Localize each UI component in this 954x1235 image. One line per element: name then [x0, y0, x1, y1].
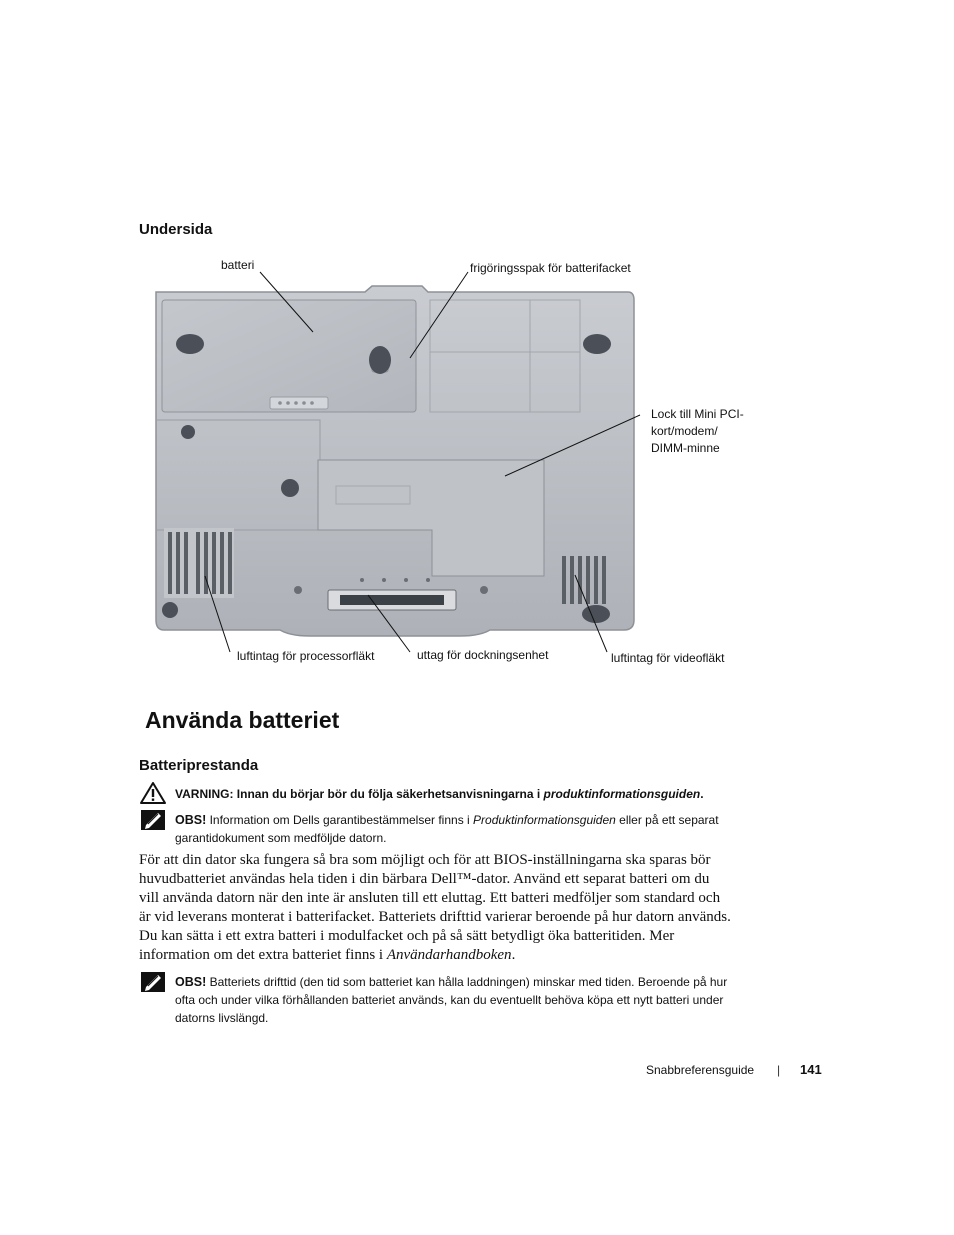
note1-line2: garantidokument som medföljde datorn.: [175, 831, 387, 845]
warning-text: [175, 785, 704, 803]
note1-text-b: eller på ett separat: [619, 813, 719, 827]
note1-text: [175, 811, 719, 847]
warning-label: VARNING:: [175, 787, 234, 801]
callout-battery: batteri: [221, 258, 255, 272]
paragraph-line: vill använda datorn när den inte är ansluten till ett eluttag. Ett batteri medföljer som standard och: [139, 890, 721, 906]
warning-triangle-icon: [139, 781, 167, 805]
section-heading-underside: Undersida: [139, 221, 213, 238]
callout-mini-pci-line3: DIMM-minne: [651, 441, 720, 455]
note1-line1: [175, 811, 719, 829]
note-pencil-icon: [141, 810, 165, 830]
paragraph-line: är vid leverans monterat i batterifacket. Batteriets drifttid varierar beroende på hur datorn används.: [139, 909, 731, 925]
footer-guide-name: Snabbreferensguide: [646, 1063, 755, 1077]
paragraph-last-italic: Användarhandboken: [386, 947, 512, 963]
paragraph-line: För att din dator ska fungera så bra som möjligt och för att BIOS-inställningarna ska sparas bör: [139, 852, 711, 868]
note2-line1-text: Batteriets drifttid (den tid som batteriet kan hålla laddningen) minskar med tiden. Beroende på hur: [209, 975, 728, 989]
note1-label: OBS!: [175, 813, 207, 827]
callout-cpu-fan: luftintag för processorfläkt: [237, 649, 375, 663]
note-pencil-icon: [141, 972, 165, 992]
callout-video-fan: luftintag för videofläkt: [611, 651, 725, 665]
paragraph-line: huvudbatteriet användas hela tiden i din bärbara Dell™-dator. Använd ett separat batteri om du: [139, 871, 710, 887]
body-paragraph: [139, 851, 779, 965]
section-heading-performance: Batteriprestanda: [139, 757, 259, 774]
footer-page-number: 141: [800, 1062, 822, 1077]
note2-line1: [175, 973, 727, 991]
warning-end: .: [700, 787, 704, 801]
chapter-heading: Använda batteriet: [145, 707, 340, 733]
paragraph-line-last: [139, 946, 779, 965]
note2-text: [175, 973, 727, 1027]
warning-italic: produktinformationsguiden: [543, 787, 701, 801]
callout-mini-pci-line2: kort/modem/: [651, 424, 718, 438]
paragraph-last-end: .: [511, 947, 516, 963]
warning-body: Innan du börjar bör du följa säkerhetsanvisningarna i: [236, 787, 541, 801]
note1-text-a: Information om Dells garantibestämmelser finns i: [209, 813, 470, 827]
note2-line3: datorns livslängd.: [175, 1011, 269, 1025]
note1-italic: Produktinformationsguiden: [473, 813, 616, 827]
footer-separator: |: [777, 1063, 781, 1077]
paragraph-last-prefix: information om det extra batteriet finns i: [139, 947, 384, 963]
paragraph-line: Du kan sätta i ett extra batteri i modulfacket och på så sätt betydligt öka batteritiden. Mer: [139, 928, 675, 944]
callout-mini-pci-line1: Lock till Mini PCI-: [651, 407, 744, 421]
callout-mini-pci: [651, 406, 744, 457]
callout-docking: uttag för dockningsenhet: [417, 648, 549, 662]
note2-line2: ofta och under vilka förhållanden batteriet används, kan du eventuellt behöva köpa ett nytt batteri under: [175, 993, 724, 1007]
note2-label: OBS!: [175, 975, 207, 989]
callout-release-latch: frigöringsspak för batterifacket: [470, 261, 631, 275]
